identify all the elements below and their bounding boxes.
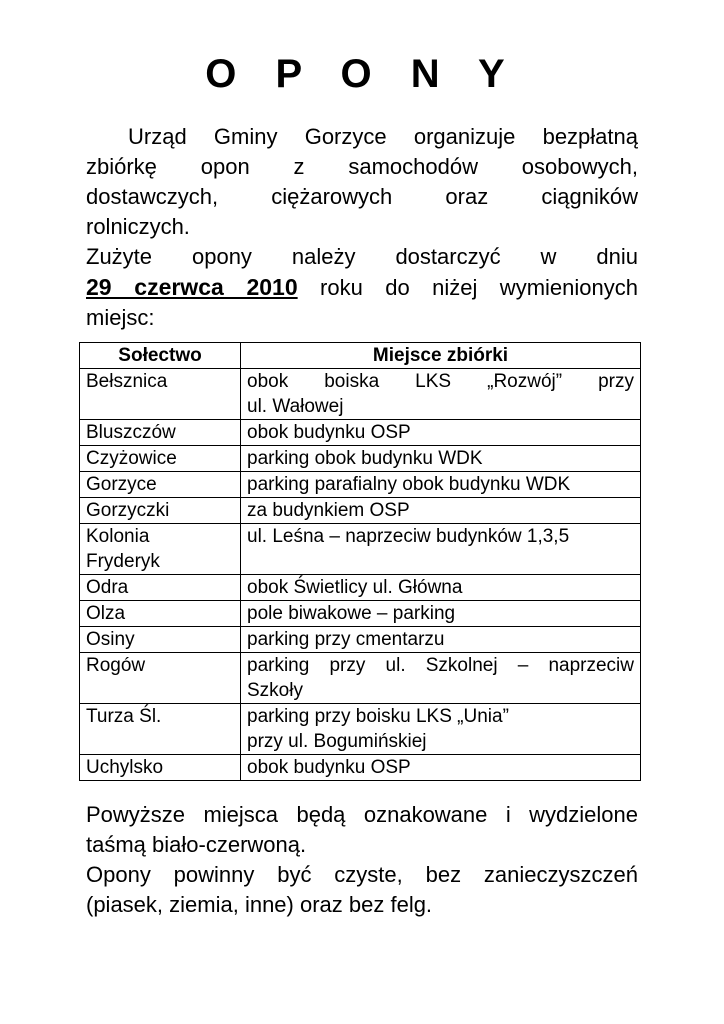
- cell-solectwo: Uchylsko: [80, 755, 241, 781]
- intro-line: rolniczych.: [86, 214, 190, 239]
- cell-miejsce-line: parking przy boisku LKS „Unia”: [247, 706, 509, 727]
- footer-line: Opony powinny być czyste, bez zanieczyszczeń: [86, 862, 638, 887]
- column-header-solectwo: Sołectwo: [80, 343, 241, 369]
- table-row: [80, 446, 641, 472]
- column-header-miejsce: Miejsce zbiórki: [241, 343, 641, 369]
- cell-miejsce: [241, 369, 641, 420]
- page-title: O P O N Y: [205, 52, 519, 96]
- footer-line: taśmą biało-czerwoną.: [86, 832, 307, 857]
- table-row: [80, 369, 641, 420]
- cell-solectwo: [80, 524, 241, 575]
- cell-miejsce: obok Świetlicy ul. Główna: [241, 575, 641, 601]
- collection-date: 29 czerwca 2010: [86, 274, 298, 300]
- intro-date-line: [86, 272, 638, 303]
- cell-miejsce-line: obok boiska LKS „Rozwój” przy: [247, 371, 634, 392]
- cell-miejsce: obok budynku OSP: [241, 420, 641, 446]
- intro-paragraph: [86, 122, 638, 333]
- table-row: [80, 601, 641, 627]
- cell-miejsce-line: przy ul. Bogumińskiej: [247, 731, 427, 752]
- table-row: [80, 498, 641, 524]
- intro-line: zbiórkę opon z samochodów osobowych,: [86, 154, 638, 179]
- footer-line: Powyższe miejsca będą oznakowane i wydzielone: [86, 802, 638, 827]
- cell-solectwo: Rogów: [80, 653, 241, 704]
- cell-solectwo: Bełsznica: [80, 369, 241, 420]
- table-row: [80, 524, 641, 575]
- cell-solectwo: Olza: [80, 601, 241, 627]
- table-row: [80, 420, 641, 446]
- cell-miejsce: ul. Leśna – naprzeciw budynków 1,3,5: [241, 524, 641, 575]
- cell-miejsce-line: Szkoły: [247, 680, 303, 701]
- intro-line: dostawczych, ciężarowych oraz ciągników: [86, 184, 638, 209]
- table-row: [80, 653, 641, 704]
- table-row: [80, 575, 641, 601]
- cell-miejsce: parking obok budynku WDK: [241, 446, 641, 472]
- cell-miejsce-line: parking przy ul. Szkolnej – naprzeciw: [247, 655, 634, 676]
- cell-solectwo: Gorzyce: [80, 472, 241, 498]
- cell-solectwo: Czyżowice: [80, 446, 241, 472]
- table-row: [80, 627, 641, 653]
- cell-solectwo-line: Kolonia: [86, 526, 150, 547]
- cell-miejsce: pole biwakowe – parking: [241, 601, 641, 627]
- table-header-row: [80, 343, 641, 369]
- intro-line: Zużyte opony należy dostarczyć w dniu: [86, 244, 638, 269]
- cell-solectwo: Bluszczów: [80, 420, 241, 446]
- cell-miejsce: obok budynku OSP: [241, 755, 641, 781]
- table-row: [80, 755, 641, 781]
- intro-line-rest: roku do niżej wymienionych: [297, 275, 638, 300]
- cell-miejsce: [241, 704, 641, 755]
- cell-solectwo-line: Fryderyk: [86, 551, 160, 572]
- table-row: [80, 704, 641, 755]
- cell-solectwo: Osiny: [80, 627, 241, 653]
- footer-line: (piasek, ziemia, inne) oraz bez felg.: [86, 892, 433, 917]
- cell-solectwo: Turza Śl.: [80, 704, 241, 755]
- cell-miejsce: parking przy cmentarzu: [241, 627, 641, 653]
- cell-miejsce: [241, 653, 641, 704]
- intro-line: miejsc:: [86, 305, 155, 330]
- cell-miejsce: za budynkiem OSP: [241, 498, 641, 524]
- locations-table: [79, 342, 641, 781]
- cell-solectwo: Odra: [80, 575, 241, 601]
- footer-paragraph: [86, 800, 638, 920]
- table-row: [80, 472, 641, 498]
- cell-solectwo: Gorzyczki: [80, 498, 241, 524]
- intro-line: Urząd Gminy Gorzyce organizuje bezpłatną: [128, 124, 638, 149]
- cell-miejsce: parking parafialny obok budynku WDK: [241, 472, 641, 498]
- cell-miejsce-line: ul. Wałowej: [247, 396, 344, 417]
